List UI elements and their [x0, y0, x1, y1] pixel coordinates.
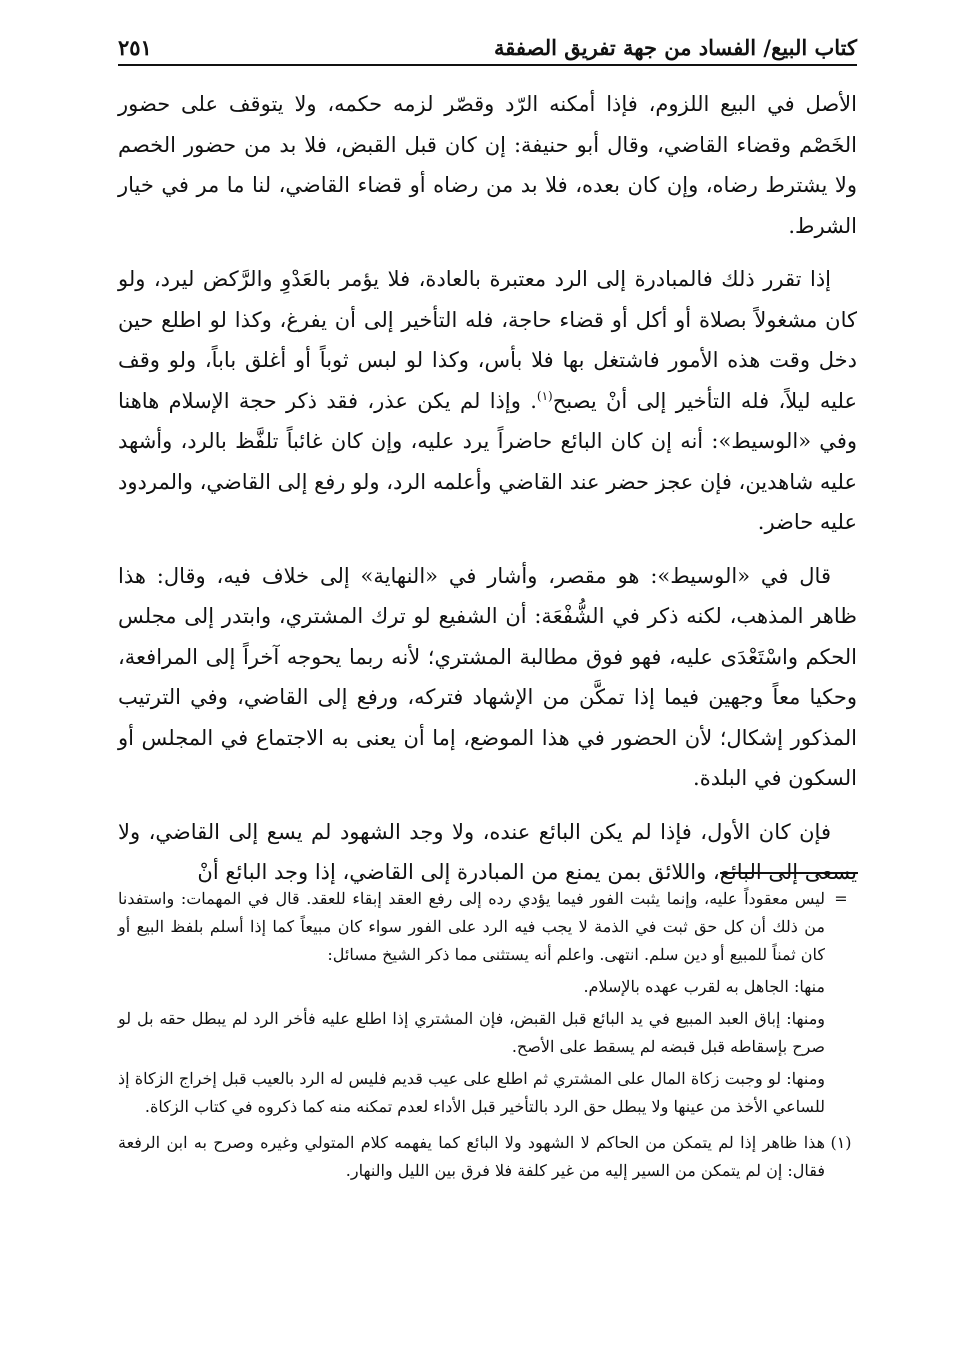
footnote-cont-paragraph-4: ومنها: لو وجبت زكاة المال على المشتري ثم اطلع على عيب قديم فليس له الرد بالعيب قبل إخراج الزكاة إذ للساعي الأخذ من عينها ولا يبطل حق الرد بالتأخير قبل الأداء لعدم تمكنه منه كما ذكروه في كتاب الزكاة. — [118, 1069, 826, 1116]
footnote-ref-1: (١) — [536, 388, 553, 403]
footnote-continued — [118, 885, 857, 1125]
page-number: ٢٥١ — [118, 35, 152, 60]
footnote-separator — [720, 872, 858, 874]
header-rule — [118, 64, 857, 66]
paragraph-1: الأصل في البيع اللزوم، فإذا أمكنه الرّد وقصّر لزمه حكمه، ولا يتوقف على حضور الخَصْم وقضاء القاضي، وقال أبو حنيفة: إن كان قبل القبض، فلا بد من حضور الخصم ولا يشترط رضاه، وإن كان بعده، فلا بد من رضاه أو قضاء القاضي، لنا ما مر في خيار الشرط. — [118, 92, 857, 238]
footnote-1-marker: (١) — [830, 1133, 852, 1152]
footnote-cont-paragraph-3: ومنها: إباق العبد المبيع في يد البائع قبل القبض، فإن المشتري إذا اطلع عليه فأخر الرد لم يبطل حقه بل لو صرح بإسقاطه قبل قبضه لم يسقط على الأصح. — [118, 1009, 825, 1056]
footnote-cont-paragraph-2: منها: الجاهل به لقرب عهده بالإسلام. — [583, 977, 825, 996]
paragraph-3: قال في «الوسيط»: هو مقصر، وأشار في «النهاية» إلى خلاف فيه، وقال: هذا ظاهر المذهب، لكنه ذكر في الشُّفْعَة: أن الشفيع لو ترك المشتري، وابتدر إلى مجلس الحكم واسْتَعْدَى عليه، فهو فوق مطالبة المشتري؛ لأنه ربما يحوجه آخراً إلى المرافعة، وحكيا معاً وجهين فيما إذا تمكَّن من الإشهاد فتركه، ورفع إلى القاضي، وفي الترتيب المذكور إشكال؛ لأن الحضور في هذا الموضع، إما أن يعنى به الاجتماع في المجلس أو السكون في البلدة. — [118, 563, 857, 790]
running-title: كتاب البيع/ الفساد من جهة تفريق الصفقة — [494, 35, 857, 60]
paragraph-2-part-b: . وإذا لم يكن عذر، فقد ذكر حجة الإسلام هاهنا وفي «الوسيط»: أنه إن كان البائع حاضراً يرد عليه، وإن كان غائباً تلفَّظ بالرد، وأشهد عليه شاهدين، فإن عجز حضر عند القاضي وأعلمه الرد، ولو رفع إلى القاضي، والمردود عليه حاضر. — [118, 388, 857, 534]
paragraph-4: فإن كان الأول، فإذا لم يكن البائع عنده، ولا وجد الشهود لم يسع إلى القاضي، ولا يسعى إلى البائع، واللائق بمن يمنع من المبادرة إلى القاضي، إذا وجد البائع أنْ — [118, 819, 857, 884]
footnote-1 — [118, 1129, 857, 1189]
main-text — [118, 84, 857, 906]
footnote-cont-paragraph-1: ليس معقوداً عليه، وإنما يثبت الفور فيما يؤدي رده إلى رفع العقد إبقاء للعقد. قال في المهمات: واستفدنا من ذلك أن كل حق ثبت في الذمة لا يجب فيه الرد على الفور سواء كان مبيعاً كما إذا أسلم بلفظ البيع أو كان ثمناً للمبيع أو دين سلم. انتهى. واعلم أنه يستثنى مما ذكر الشيخ مسائل: — [118, 889, 825, 964]
paragraph-2-part-a: إذا تقرر ذلك فالمبادرة إلى الرد معتبرة بالعادة، فلا يؤمر بالعَدْوِ والرَّكض ليرد، ولو كان مشغولاً بصلاة أو أكل أو قضاء حاجة، فله التأخير إلى أن يفرغ، وكذا لو اطلع حين دخل وقت هذه الأمور فاشتغل بها فلا بأس، وكذا لو لبس ثوباً أو أغلق باباً، ولو وقف عليه ليلاً، فله التأخير إلى أنْ يصبح — [118, 267, 857, 413]
footnote-1-text: هذا ظاهر إذا لم يتمكن من الحاكم لا الشهود ولا البائع كما يفهمه كلام المتولي وغيره وصرح به ابن الرفعة فقال: إن لم يتمكن من السير إليه من غير كلفة فلا فرق بين الليل والنهار. — [118, 1133, 825, 1180]
continuation-marker: = — [834, 889, 848, 908]
footnote-1-body — [118, 1129, 825, 1189]
footnotes — [118, 885, 857, 1193]
footnote-continued-body — [118, 885, 825, 1125]
paragraph-2 — [118, 259, 857, 543]
page-header — [118, 26, 857, 60]
